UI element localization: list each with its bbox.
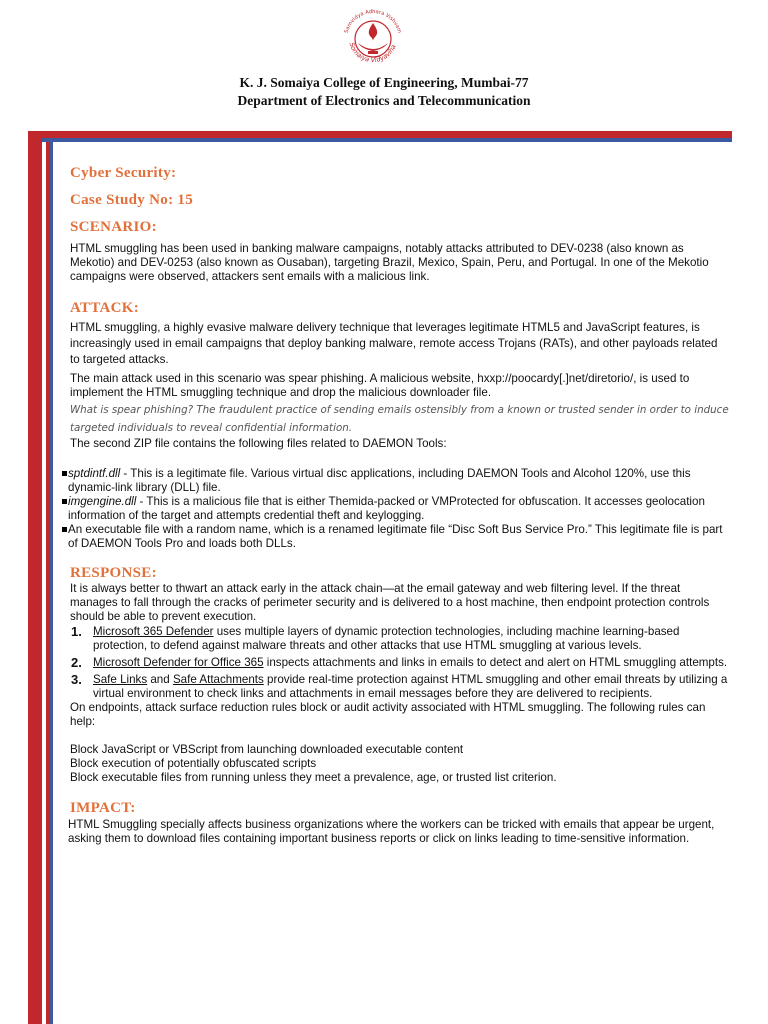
list-item	[70, 673, 730, 701]
logo-bottom-text: Somaiya Vidyaviha	[347, 41, 398, 65]
item-text: uses multiple layers of dynamic protection technologies, including machine learning-based protection, to defend against malware threats and other attacks that use HTML smuggling at various levels.	[93, 625, 680, 652]
bullet-icon	[62, 471, 67, 476]
item-number: 2.	[71, 655, 82, 670]
case-study-heading: Case Study No: 15	[70, 192, 194, 208]
safe-attachments-link[interactable]: Safe Attachments	[172, 673, 264, 686]
list-item	[52, 495, 730, 523]
defender-list	[70, 625, 730, 701]
somaiya-vidyavihar-seal-icon	[338, 5, 408, 69]
file-name: sptdintf.dll	[68, 467, 121, 480]
item-number: 3.	[71, 672, 82, 687]
subject-heading: Cyber Security:	[70, 165, 177, 181]
response-heading: RESPONSE:	[70, 565, 157, 581]
attack-paragraph-2: The main attack used in this scenario was spear phishing. A malicious website, hxxp://poocardy[.]net/diretorio/, is used to implement the HTML smuggling technique and drop the malicious downloader file.	[70, 372, 690, 399]
item-text: provide real-time protection against HTML smuggling and other email threats by utilizing a virtual environment to check links and attachments in email messages before they are delivered to recipients.	[93, 673, 728, 700]
border-left-red	[28, 131, 42, 1024]
scenario-heading: SCENARIO:	[70, 219, 157, 235]
file-name: imgengine.dll	[68, 495, 137, 508]
list-item	[70, 656, 730, 670]
border-top-red	[28, 131, 732, 138]
list-item	[70, 625, 730, 653]
college-name: K. J. Somaiya College of Engineering, Mumbai-77	[239, 75, 529, 90]
college-logo	[338, 5, 408, 69]
logo-top-text: Samvidya Adhara Vishvam	[343, 8, 403, 34]
page-header	[0, 74, 768, 110]
defender-office-link[interactable]: Microsoft Defender for Office 365	[93, 656, 264, 669]
bullet-icon	[62, 527, 67, 532]
document-body	[70, 164, 730, 846]
spear-phishing-note: What is spear phishing? The fraudulent practice of sending emails ostensibly from a known or trusted sender in order to induce targeted individuals to reveal confidential information.	[70, 404, 729, 434]
defender-link[interactable]: Microsoft 365 Defender	[93, 625, 214, 638]
file-description: - This is a legitimate file. Various virtual disc applications, including DAEMON Tools and Alcohol 120%, use this dynamic-link library (DLL) file.	[68, 467, 691, 494]
asr-rules	[70, 743, 730, 785]
scenario-text: HTML smuggling has been used in banking malware campaigns, notably attacks attributed to DEV-0238 (also known as Mekotio) and DEV-0253 (also known as Ousaban), targeting Brazil, Mexico, Spain, Peru, and Portugal. In one of the Mekotio campaigns were observed, attackers sent emails with a malicious link.	[70, 242, 709, 283]
endpoints-text: On endpoints, attack surface reduction rules block or audit activity associated with HTML smuggling. The following rules can help:	[70, 701, 706, 728]
file-description: - This is a malicious file that is either Themida-packed or VMProtected for obfuscation. It accesses geolocation information of the target and attempts credential theft and keylogging.	[68, 495, 705, 522]
border-top-blue	[28, 138, 732, 142]
department-name: Department of Electronics and Telecommunication	[237, 93, 531, 108]
daemon-files-list	[70, 467, 730, 551]
impact-heading: IMPACT:	[70, 800, 136, 816]
border-left-blue	[50, 142, 53, 1024]
attack-heading: ATTACK:	[70, 300, 140, 316]
impact-text: HTML Smuggling specially affects business organizations where the workers can be tricked with emails that appear be urgent, asking them to download files containing important business reports or click on links leading to time-sensitive information.	[68, 818, 715, 845]
list-item	[52, 467, 730, 495]
list-item	[52, 523, 730, 551]
attack-paragraph-1: HTML smuggling, a highly evasive malware delivery technique that leverages legitimate HTML5 and JavaScript features, is increasingly used in email campaigns that deploy banking malware, remote access Trojans (RATs), and other payloads related to targeted attacks.	[70, 321, 718, 366]
file-description: An executable file with a random name, which is a renamed legitimate file “Disc Soft Bus Service Pro.” This legitimate file is part of DAEMON Tools Pro and loads both DLLs.	[68, 523, 723, 550]
asr-rule: Block execution of potentially obfuscated scripts	[70, 757, 317, 770]
bullet-icon	[62, 499, 67, 504]
safe-links-link[interactable]: Safe Links	[93, 673, 148, 686]
item-connector: and	[147, 673, 173, 686]
asr-rule: Block executable files from running unless they meet a prevalence, age, or trusted list criterion.	[70, 771, 557, 784]
response-intro: It is always better to thwart an attack early in the attack chain—at the email gateway and web filtering level. If the threat manages to fall through the cracks of perimeter security and is delivered to a host machine, then endpoint protection controls should be able to prevent execution.	[70, 582, 710, 623]
item-text: inspects attachments and links in emails to detect and alert on HTML smuggling attempts.	[263, 656, 728, 669]
attack-paragraph-3: The second ZIP file contains the following files related to DAEMON Tools:	[70, 437, 447, 450]
asr-rule: Block JavaScript or VBScript from launching downloaded executable content	[70, 743, 464, 756]
item-number: 1.	[71, 624, 82, 639]
